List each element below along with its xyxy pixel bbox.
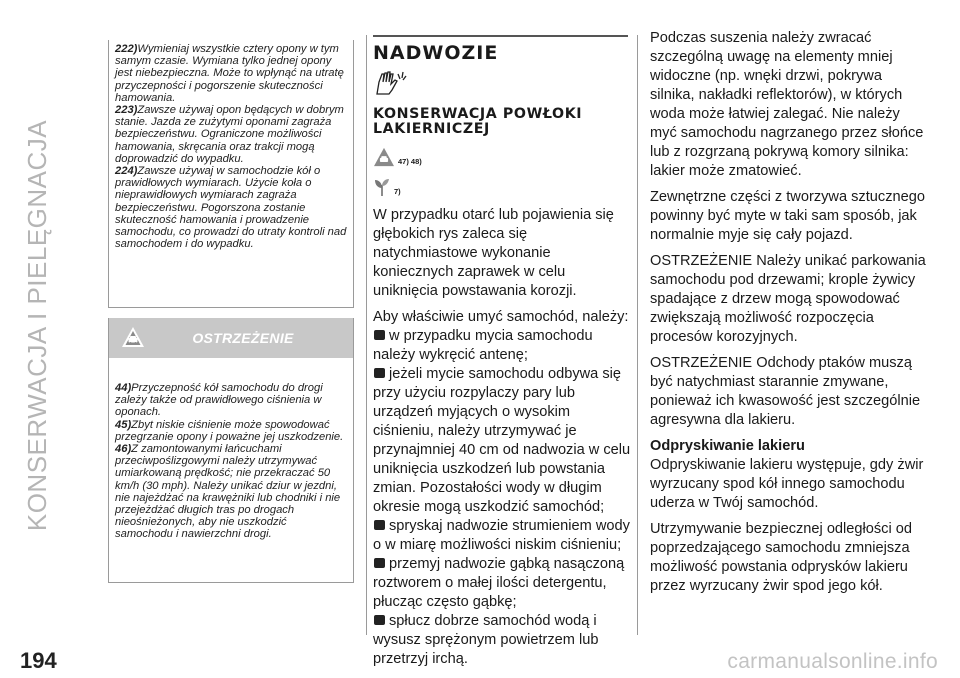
paragraph: Utrzymywanie bezpiecznej odległości od poprzedzającego samochodu zmniejsza możliwość powstania odprysków lakieru przez wyrzucany żwir spod jego kół. <box>650 521 913 594</box>
warning-title: OSTRZEŻENIE <box>192 330 294 346</box>
glove-hand-icon <box>373 70 409 96</box>
square-bullet-icon <box>373 614 387 626</box>
paragraph: OSTRZEŻENIE Odchody ptaków muszą być natychmiast starannie zmywane, ponieważ ich kwasowość jest szczególnie agresywna dla lakieru. <box>650 355 921 428</box>
note-item: 46)Z zamontowanymi łańcuchami przeciwpoślizgowymi należy utrzymywać umiarkowaną prędkość; nie przekraczać 50 km/h (30 mph). Należy unikać dziur w jezdni, nie najeżdżać na krawężniki lub chodniki i nie przejeżdżać długich tras po drogach nieośnieżonych, aby nie uszkodzić samochodu i nawierzchni drogi. <box>115 443 341 541</box>
watermark: carmanualsonline.info <box>727 650 938 673</box>
car-warning-icon <box>121 326 145 350</box>
paragraph: OSTRZEŻENIE Należy unikać parkowania samochodu pod drzewami; krople żywicy spadające z drzew mogą spowodować zwiększają możliwość rozpoczęcia procesów korozyjnych. <box>650 253 926 345</box>
square-bullet-icon <box>373 329 387 341</box>
environment-ref-number: 7) <box>394 187 401 196</box>
note-item: 45)Zbyt niskie ciśnienie może spowodować przegrzanie opony i poważne jej uszkodzenie. <box>115 418 344 443</box>
paragraph: Podczas suszenia należy zwracać szczególną uwagę na elementy mniej widoczne (np. wnęki drzwi, pokrywa silnika, nakładki reflektorów), w których woda może łatwiej zalegać. Nie należy myć samochodu nagrzanego przez słońce lub z rozgrzaną pokrywą komory silnika: lakier może zmatowieć. <box>650 30 924 179</box>
note-item: 223)Zawsze używaj opon będących w dobrym stanie. Jazda ze zużytymi oponami zagraża bezpieczeństwu. Ograniczone możliwości hamowania, skręcania oraz trakcji mogą doprowadzić do wypadku. <box>115 104 344 165</box>
note-item: 224)Zawsze używaj w samochodzie kół o prawidłowych wymiarach. Użycie koła o nieprawidłowych wymiarach zagraża bezpieczeństwu. Pogorszona zostanie skuteczność hamowania i prowadzenie samochodu, co prowadzi do utraty kontroli nad samochodem i do wypadku. <box>115 165 347 251</box>
right-column <box>650 29 930 596</box>
column-divider <box>366 35 367 635</box>
note-item: 44)Przyczepność kół samochodu do drogi zależy także od prawidłowego ciśnienia w oponach. <box>115 382 323 419</box>
subsection-title: KONSERWACJA POWŁOKI LAKIERNICZEJ <box>373 106 583 137</box>
paragraph: W przypadku otarć lub pojawienia się głębokich rys zaleca się natychmiastowe wykonanie koniecznych zaprawek w celu uniknięcia powstawania korozji. <box>373 207 614 299</box>
note-item: 222)Wymieniaj wszystkie cztery opony w tym samym czasie. Wymiana tylko jednej opony jest niebezpieczna. Może to wpłynąć na utratę przyczepności i pogorszenie skuteczności hamowania. <box>115 43 344 104</box>
notes-box <box>108 40 354 308</box>
square-bullet-icon <box>373 519 387 531</box>
car-warning-icon <box>373 147 395 167</box>
middle-column <box>373 35 631 669</box>
page-number: 194 <box>20 648 57 673</box>
paragraph: Zewnętrzne części z tworzywa sztucznego powinny być myte w taki sam sposób, jak normalnie myje się cały pojazd. <box>650 189 925 243</box>
warning-header <box>109 318 353 358</box>
bullet-list <box>373 327 631 669</box>
environment-reference <box>373 173 631 197</box>
warning-reference <box>373 143 631 167</box>
section-title: NADWOZIE <box>373 42 499 64</box>
column-divider <box>637 35 638 635</box>
square-bullet-icon <box>373 557 387 569</box>
paragraph: Odpryskiwanie lakieru występuje, gdy żwir wyrzucany spod kół innego samochodu uderza w Twój samochód. <box>650 457 924 511</box>
list-item: spryskaj nadwozie strumieniem wody o w miarę możliwości niskim ciśnieniu; <box>373 518 630 553</box>
subheading: Odpryskiwanie lakieru <box>650 438 805 454</box>
list-item: jeżeli mycie samochodu odbywa się przy użyciu rozpylaczy pary lub urządzeń myjących o wysokim ciśnieniu, należy utrzymywać je przynajmniej 40 cm od nadwozia w celu uniknięcia uszkodzeń lub powstania zmian. Pozostałości wody w długim okresie mogą uszkodzić samochód; <box>373 366 631 515</box>
warning-ref-numbers: 47) 48) <box>398 157 422 166</box>
plant-icon <box>373 177 391 197</box>
side-chapter-label <box>16 20 60 630</box>
warning-box <box>108 318 354 583</box>
warning-body <box>109 358 353 545</box>
paragraph: Aby właściwie umyć samochód, należy: <box>373 309 629 325</box>
list-item: spłucz dobrze samochód wodą i wysusz sprężonym powietrzem lub przetrzyj irchą. <box>373 613 599 667</box>
side-chapter-text: KONSERWACJA I PIELĘGNACJA <box>22 119 53 531</box>
list-item: przemyj nadwozie gąbką nasączoną roztworem o małej ilości detergentu, płucząc często gąbkę; <box>373 556 625 610</box>
list-item: w przypadku mycia samochodu należy wykręcić antenę; <box>373 328 593 363</box>
square-bullet-icon <box>373 367 387 379</box>
